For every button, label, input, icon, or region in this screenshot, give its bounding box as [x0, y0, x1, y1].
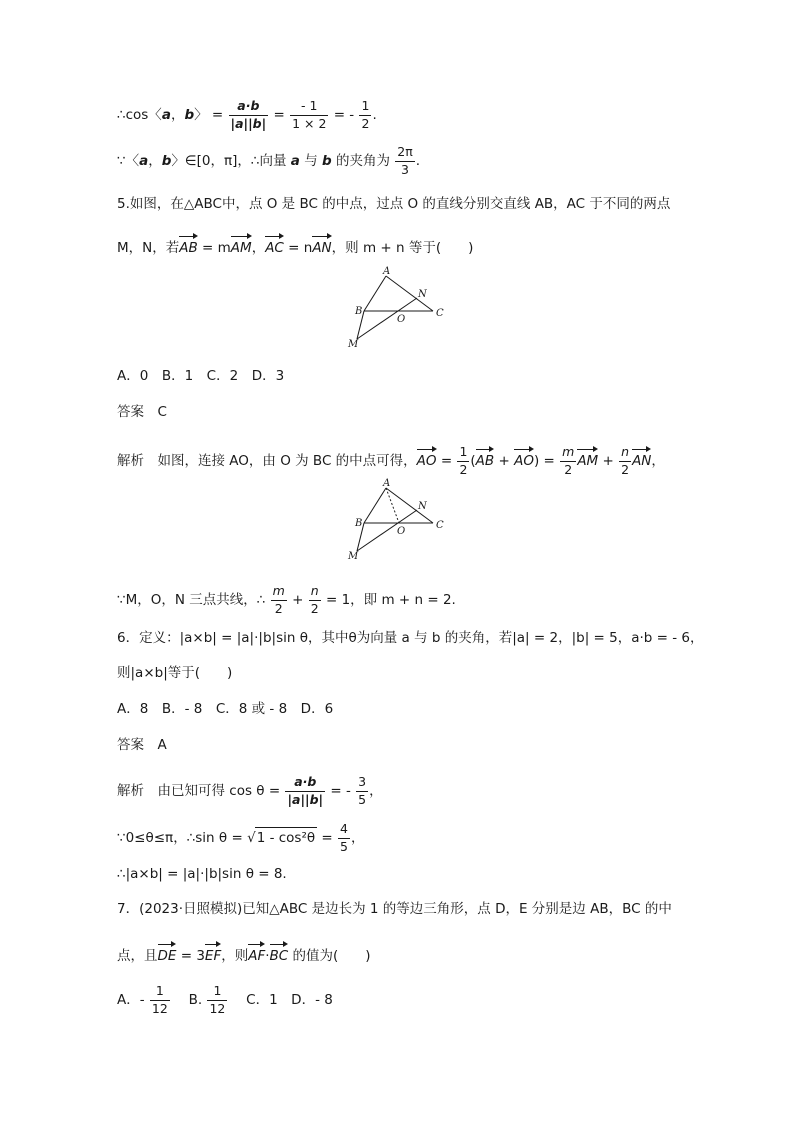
q6-explanation: 解析 由已知可得 cos θ = $\frac{a\cdot b}{|a||b|}$ = - $\frac{3}{5}$ ，	[117, 774, 383, 807]
q5-stem-line2: M，N，若AB = mAM，AC = nAN，则 m + n 等于( )	[117, 232, 473, 258]
q5-answer: 答案 C	[117, 404, 167, 420]
q5-stem-line1: 5.如图，在△ABC中，点 O 是 BC 的中点，过点 O 的直线分别交直线 AB，AC 于不同的两点	[117, 196, 671, 212]
q6-stem-line2: 则|a×b|等于( )	[117, 665, 233, 681]
fraction: $\frac{1}{12}$	[151, 983, 168, 1016]
q6-sin-line: ∵0≤θ≤π，∴sin θ = √1 - cos²θ = $\frac{4}{5}$ ，	[117, 821, 365, 854]
q7-stem-line2: 点，且DE = 3EF，则AF·BC 的值为( )	[117, 940, 371, 966]
fraction: $\frac{1}{2}$	[361, 98, 370, 131]
label-O: O	[397, 526, 406, 537]
label-N: N	[418, 501, 427, 512]
fraction: $\frac{- 1}{1 \times 2}$	[292, 98, 327, 131]
label-B: B	[355, 306, 363, 317]
triangle-figure-2	[345, 478, 455, 566]
label-O: O	[397, 314, 406, 325]
fraction: $\frac{n}{2}$	[621, 444, 630, 477]
q5-options: A．0 B．1 C．2 D．3	[117, 368, 285, 384]
fraction: $\frac{1}{12}$	[209, 983, 226, 1016]
label-B: B	[355, 518, 363, 529]
fraction: $\frac{a\cdot b}{|a||b|}$	[287, 774, 324, 807]
fraction: $\frac{3}{5}$	[358, 774, 367, 807]
label-N: N	[418, 289, 427, 300]
fraction: $\frac{m}{2}$	[562, 444, 575, 477]
q6-answer: 答案 A	[117, 737, 167, 753]
triangle-figure-1	[345, 266, 455, 354]
fraction: $\frac{4}{5}$	[340, 821, 348, 854]
label-C: C	[436, 308, 444, 319]
cos-result-line: ∴cos〈a，b〉 = $\frac{a\cdot b}{|a||b|}$ = $\frac{- 1}{1 \times 2}$ = - $\frac{1}{2}$ .	[117, 98, 377, 131]
fraction: $\frac{m}{2}$	[272, 583, 285, 616]
label-A: A	[383, 478, 391, 489]
fraction: $\frac{2\pi}{3}$	[397, 144, 413, 177]
label-M: M	[348, 551, 359, 562]
fraction: $\frac{n}{2}$	[310, 583, 319, 616]
q6-final: ∴|a×b| = |a|·|b|sin θ = 8.	[117, 866, 287, 882]
label-M: M	[348, 339, 359, 350]
q5-conclusion: ∵M，O，N 三点共线，∴ $\frac{m}{2}$ + $\frac{n}{2}$ = 1，即 m + n = 2.	[117, 583, 456, 616]
q7-stem-line1: 7．(2023·日照模拟)已知△ABC 是边长为 1 的等边三角形，点 D，E 分别是边 AB，BC 的中	[117, 901, 672, 917]
fraction: $\frac{a\cdot b}{|a||b|}$	[230, 98, 267, 131]
angle-result-line: ∵〈a，b〉∈[0，π]，∴向量 a 与 b 的夹角为 $\frac{2\pi}{3}$ .	[117, 144, 421, 177]
label-A: A	[383, 266, 391, 277]
q6-options: A．8 B．- 8 C．8 或 - 8 D．6	[117, 701, 334, 717]
label-C: C	[436, 520, 444, 531]
fraction: $\frac{1}{2}$	[459, 444, 468, 477]
q6-stem-line1: 6．定义：|a×b| = |a|·|b|sin θ，其中θ为向量 a 与 b 的夹角，若|a| = 2，|b| = 5，a·b = - 6，	[117, 630, 704, 646]
q5-explanation: 解析 如图，连接 AO，由 O 为 BC 的中点可得，AO = $\frac{1}{2}$ (AB + AO) = $\frac{m}{2}$ AM + $\frac{n}{2}$ AN，	[117, 444, 665, 477]
q7-options: A．- $\frac{1}{12}$ B. $\frac{1}{12}$ C．1 D．- 8	[117, 983, 333, 1016]
